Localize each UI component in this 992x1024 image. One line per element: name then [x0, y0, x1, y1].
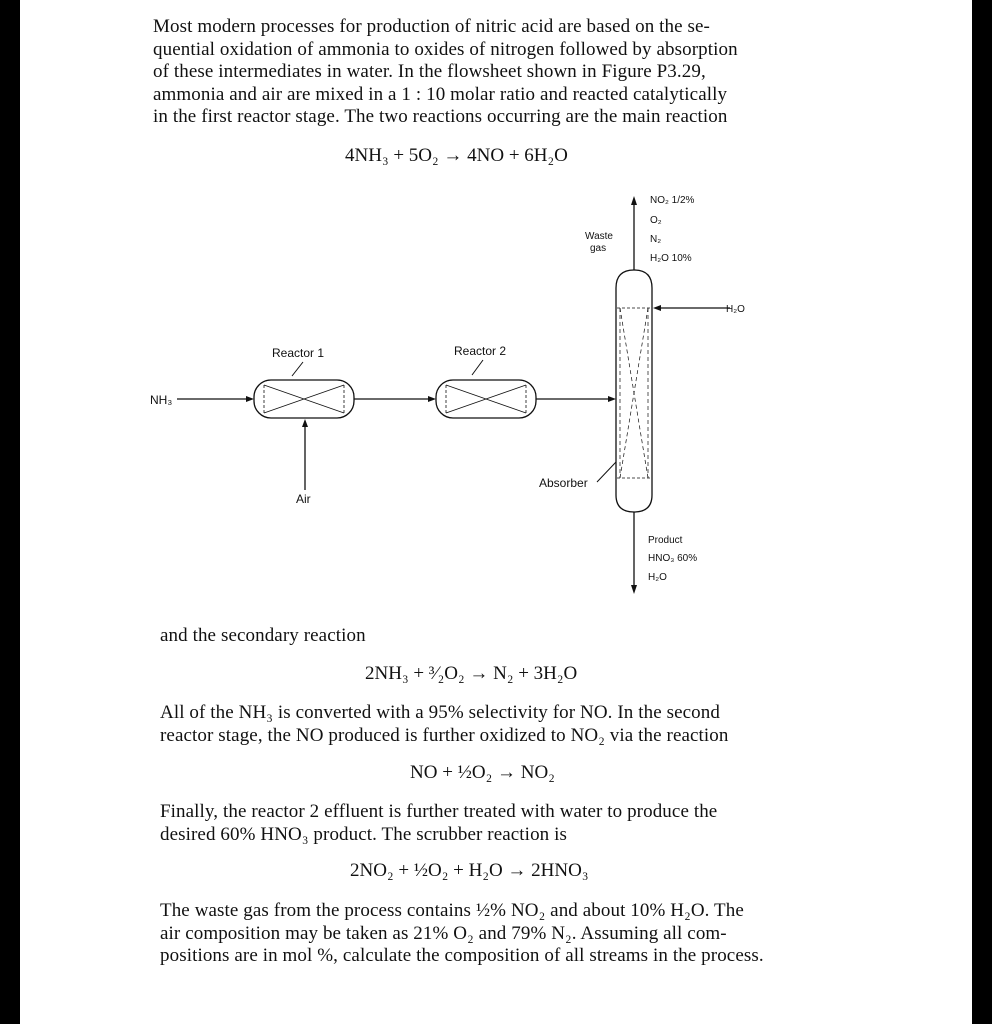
- absorber-inlet-arrowhead: [608, 396, 616, 402]
- product-label: Product: [648, 535, 683, 546]
- intro-line: of these intermediates in water. In the flowsheet shown in Figure P3.29,: [153, 61, 706, 82]
- waste-gas-label: Waste: [585, 231, 613, 242]
- waste-gas-label: gas: [590, 243, 607, 254]
- finally-paragraph: [160, 801, 717, 846]
- absorber-pointer: [597, 462, 616, 482]
- waste-gas-arrowhead: [631, 196, 637, 205]
- secondary-reaction-equation: 2NH₃ + ³⁄₂O₂ → N₂ + 3H₂O: [365, 663, 578, 684]
- textbook-page: [20, 0, 972, 1024]
- main-reaction-equation: 4NH₃ + 5O₂ → 4NO + 6H₂O: [345, 145, 568, 166]
- product-comp-hno3: HNO₃ 60%: [648, 553, 698, 564]
- scrubber-reaction-equation: 2NO₂ + ½O₂ + H₂O → 2HNO₃: [350, 860, 589, 881]
- nh3-label: NH₃: [150, 393, 173, 407]
- reactor1-label: Reactor 1: [272, 346, 325, 360]
- intro-line: quential oxidation of ammonia to oxides of nitrogen followed by absorption: [153, 38, 738, 60]
- water-inlet-label: H₂O: [726, 304, 745, 315]
- water-inlet-arrowhead: [653, 305, 661, 311]
- waste-comp-no2: NO₂ 1/2%: [650, 195, 695, 206]
- waste-comp-n2: N₂: [650, 234, 662, 245]
- finally-line: desired 60% HNO₃ product. The scrubber reaction is: [160, 823, 567, 845]
- air-label: Air: [296, 492, 311, 506]
- intro-line: Most modern processes for production of nitric acid are based on the se-: [153, 16, 710, 37]
- absorber-packing-cross-b: [620, 308, 648, 478]
- reactor2-pointer: [472, 360, 483, 375]
- waste-comp-o2: O₂: [650, 215, 662, 226]
- finally-line: Finally, the reactor 2 effluent is further treated with water to produce the: [160, 801, 718, 822]
- nh3-arrowhead: [246, 396, 254, 402]
- intro-line: in the first reactor stage. The two reactions occurring are the main reaction: [153, 106, 728, 127]
- closing-line: air composition may be taken as 21% O₂ and 79% N₂. Assuming all com-: [160, 922, 727, 944]
- secondary-intro: and the secondary reaction: [160, 625, 366, 646]
- oxidation-reaction-equation: NO + ½O₂ → NO₂: [410, 762, 555, 783]
- closing-paragraph: [160, 900, 764, 968]
- waste-comp-h2o: H₂O 10%: [650, 253, 692, 264]
- closing-line: The waste gas from the process contains ½% NO₂ and about 10% H₂O. The: [160, 900, 744, 921]
- closing-line: positions are in mol %, calculate the composition of all streams in the process.: [160, 945, 764, 966]
- reactor2-inlet-arrowhead: [428, 396, 436, 402]
- product-arrowhead: [631, 585, 637, 594]
- air-arrowhead: [302, 419, 308, 427]
- intro-line: ammonia and air are mixed in a 1 : 10 molar ratio and reacted catalytically: [153, 83, 728, 105]
- conversion-line: All of the NH₃ is converted with a 95% selectivity for NO. In the second: [160, 702, 720, 723]
- conversion-paragraph: [160, 702, 729, 747]
- reactor2-label: Reactor 2: [454, 344, 507, 358]
- reactor1-pointer: [292, 362, 303, 376]
- nitric-acid-flowsheet: [20, 0, 972, 610]
- conversion-line: reactor stage, the NO produced is further oxidized to NO₂ via the reaction: [160, 724, 729, 746]
- absorber-label: Absorber: [539, 476, 588, 490]
- product-comp-h2o: H₂O: [648, 572, 667, 583]
